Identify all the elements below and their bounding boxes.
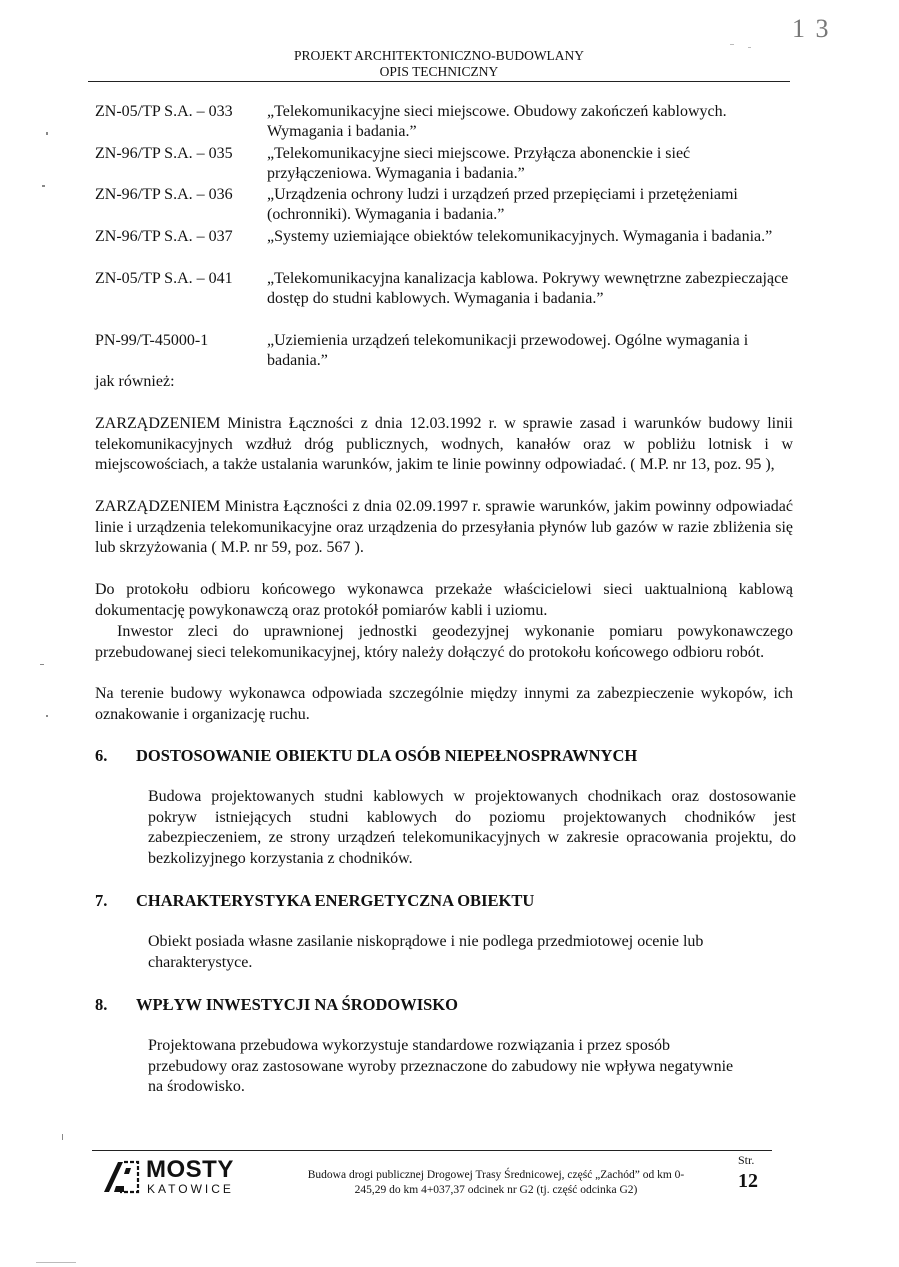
company-logo <box>100 1156 260 1196</box>
section-body: Budowa projektowanych studni kablowych w projektowanych chodnikach oraz dostosowanie pokryw istniejących studni kablowych do poziomu projektowanych chodników jest zabezpieczeniem, ze strony urządzeń telekomunikacyjnych w zakresie opracowania projektu, do bezkolizyjnego korzystania z chodników. <box>148 788 796 867</box>
header-rule <box>88 81 790 82</box>
section-body: Obiekt posiada własne zasilanie niskoprądowe i nie podlega przedmiotowej ocenie lub charakterystyce. <box>148 933 704 971</box>
page-corner-number: 1 3 <box>792 14 831 43</box>
scan-speck <box>46 132 48 135</box>
project-line-1: Budowa drogi publicznej Drogowej Trasy Średnicowej, część „Zachód” od km 0- <box>307 1169 685 1181</box>
standard-code: ZN-96/TP S.A. – 035 <box>95 145 233 162</box>
section-heading: DOSTOSOWANIE OBIEKTU DLA OSÓB NIEPEŁNOSPRAWNYCH <box>136 746 638 765</box>
section-number: 8. <box>95 995 108 1014</box>
page-label: Str. <box>738 1153 755 1167</box>
section-number: 7. <box>95 891 108 910</box>
standard-title: „Telekomunikacyjne sieci miejscowe. Przyłącza abonenckie i sieć przyłączeniowa. Wymagania i badania.” <box>267 145 691 182</box>
standard-code: ZN-05/TP S.A. – 041 <box>95 270 233 287</box>
standard-code: PN-99/T-45000-1 <box>95 332 209 349</box>
ordinance-paragraph-2: ZARZĄDZENIEM Ministra Łączności z dnia 02.09.1997 r. sprawie warunków, jakim powinny odpowiadać linie i urządzenia telekomunikacyjne oraz urządzenia do przesyłania płynów lub gazów w razie zbliżenia się lub skrzyżowania ( M.P. nr 59, poz. 567 ). <box>95 498 793 556</box>
protocol-paragraph: Do protokołu odbioru końcowego wykonawca przekaże właścicielowi sieci uaktualnioną kablową dokumentację powykonawczą oraz protokół pomiarów kabli i uziomu. <box>95 581 793 619</box>
section-heading: WPŁYW INWESTYCJI NA ŚRODOWISKO <box>136 995 458 1014</box>
standard-code: ZN-96/TP S.A. – 036 <box>95 186 233 203</box>
section-body: Projektowana przebudowa wykorzystuje standardowe rozwiązania i przez sposób przebudowy oraz zastosowane wyroby przeznaczone do zabudowy nie wpływa negatywnie na środowisko. <box>148 1037 734 1095</box>
scan-speck <box>40 664 44 665</box>
standard-title: „Telekomunikacyjna kanalizacja kablowa. Pokrywy wewnętrzne zabezpieczające dostęp do studni kablowych. Wymagania i badania.” <box>267 270 789 307</box>
page-number: 12 <box>738 1170 758 1192</box>
scan-speck <box>62 1134 63 1140</box>
standard-code: ZN-05/TP S.A. – 033 <box>95 103 233 120</box>
footer-rule <box>92 1150 772 1151</box>
standard-title: „Uziemienia urządzeń telekomunikacji przewodowej. Ogólne wymagania i badania.” <box>267 332 749 369</box>
scan-speck <box>730 44 734 45</box>
scan-speck <box>748 47 751 48</box>
page-header <box>88 48 790 80</box>
standard-title: „Urządzenia ochrony ludzi i urządzeń przed przepięciami i przetężeniami (ochronniki). Wymagania i badania.” <box>267 186 738 223</box>
investor-paragraph: Inwestor zleci do uprawnionej jednostki geodezyjnej wykonanie pomiaru powykonawczego przebudowanej sieci telekomunikacyjnej, który należy dołączyć do protokołu końcowego odbioru robót. <box>95 623 793 661</box>
site-paragraph: Na terenie budowy wykonawca odpowiada szczególnie między innymi za zabezpieczenie wykopów, ich oznakowanie i organizację ruchu. <box>95 685 793 723</box>
scan-speck <box>36 1262 76 1263</box>
header-line-1: PROJEKT ARCHITEKTONICZNO-BUDOWLANY <box>293 48 585 63</box>
as-well-as-text: jak również: <box>95 373 175 390</box>
scan-speck <box>46 715 48 717</box>
logo-name: MOSTY <box>146 1156 234 1183</box>
standard-title: „Systemy uziemiające obiektów telekomunikacyjnych. Wymagania i badania.” <box>267 228 773 245</box>
scan-speck <box>42 185 45 187</box>
standard-title: „Telekomunikacyjne sieci miejscowe. Obudowy zakończeń kablowych. Wymagania i badania.” <box>267 103 727 140</box>
project-line-2: 245,29 do km 4+037,37 odcinek nr G2 (tj. część odcinka G2) <box>354 1184 638 1196</box>
logo-city: KATOWICE <box>147 1182 234 1196</box>
logo-mark-icon <box>100 1158 142 1194</box>
project-description <box>266 1168 726 1198</box>
ordinance-paragraph-1: ZARZĄDZENIEM Ministra Łączności z dnia 12.03.1992 r. w sprawie zasad i warunków budowy linii telekomunikacyjnych wzdłuż dróg publicznych, wodnych, kanałów oraz w pobliżu lotnisk i w miejscowościach, a także ustalania warunków, jakim te linie powinny odpowiadać. ( M.P. nr 13, poz. 95 ), <box>95 415 793 473</box>
standard-code: ZN-96/TP S.A. – 037 <box>95 228 233 245</box>
header-line-2: OPIS TECHNICZNY <box>379 64 499 79</box>
section-heading: CHARAKTERYSTYKA ENERGETYCZNA OBIEKTU <box>136 891 535 910</box>
section-number: 6. <box>95 746 108 765</box>
